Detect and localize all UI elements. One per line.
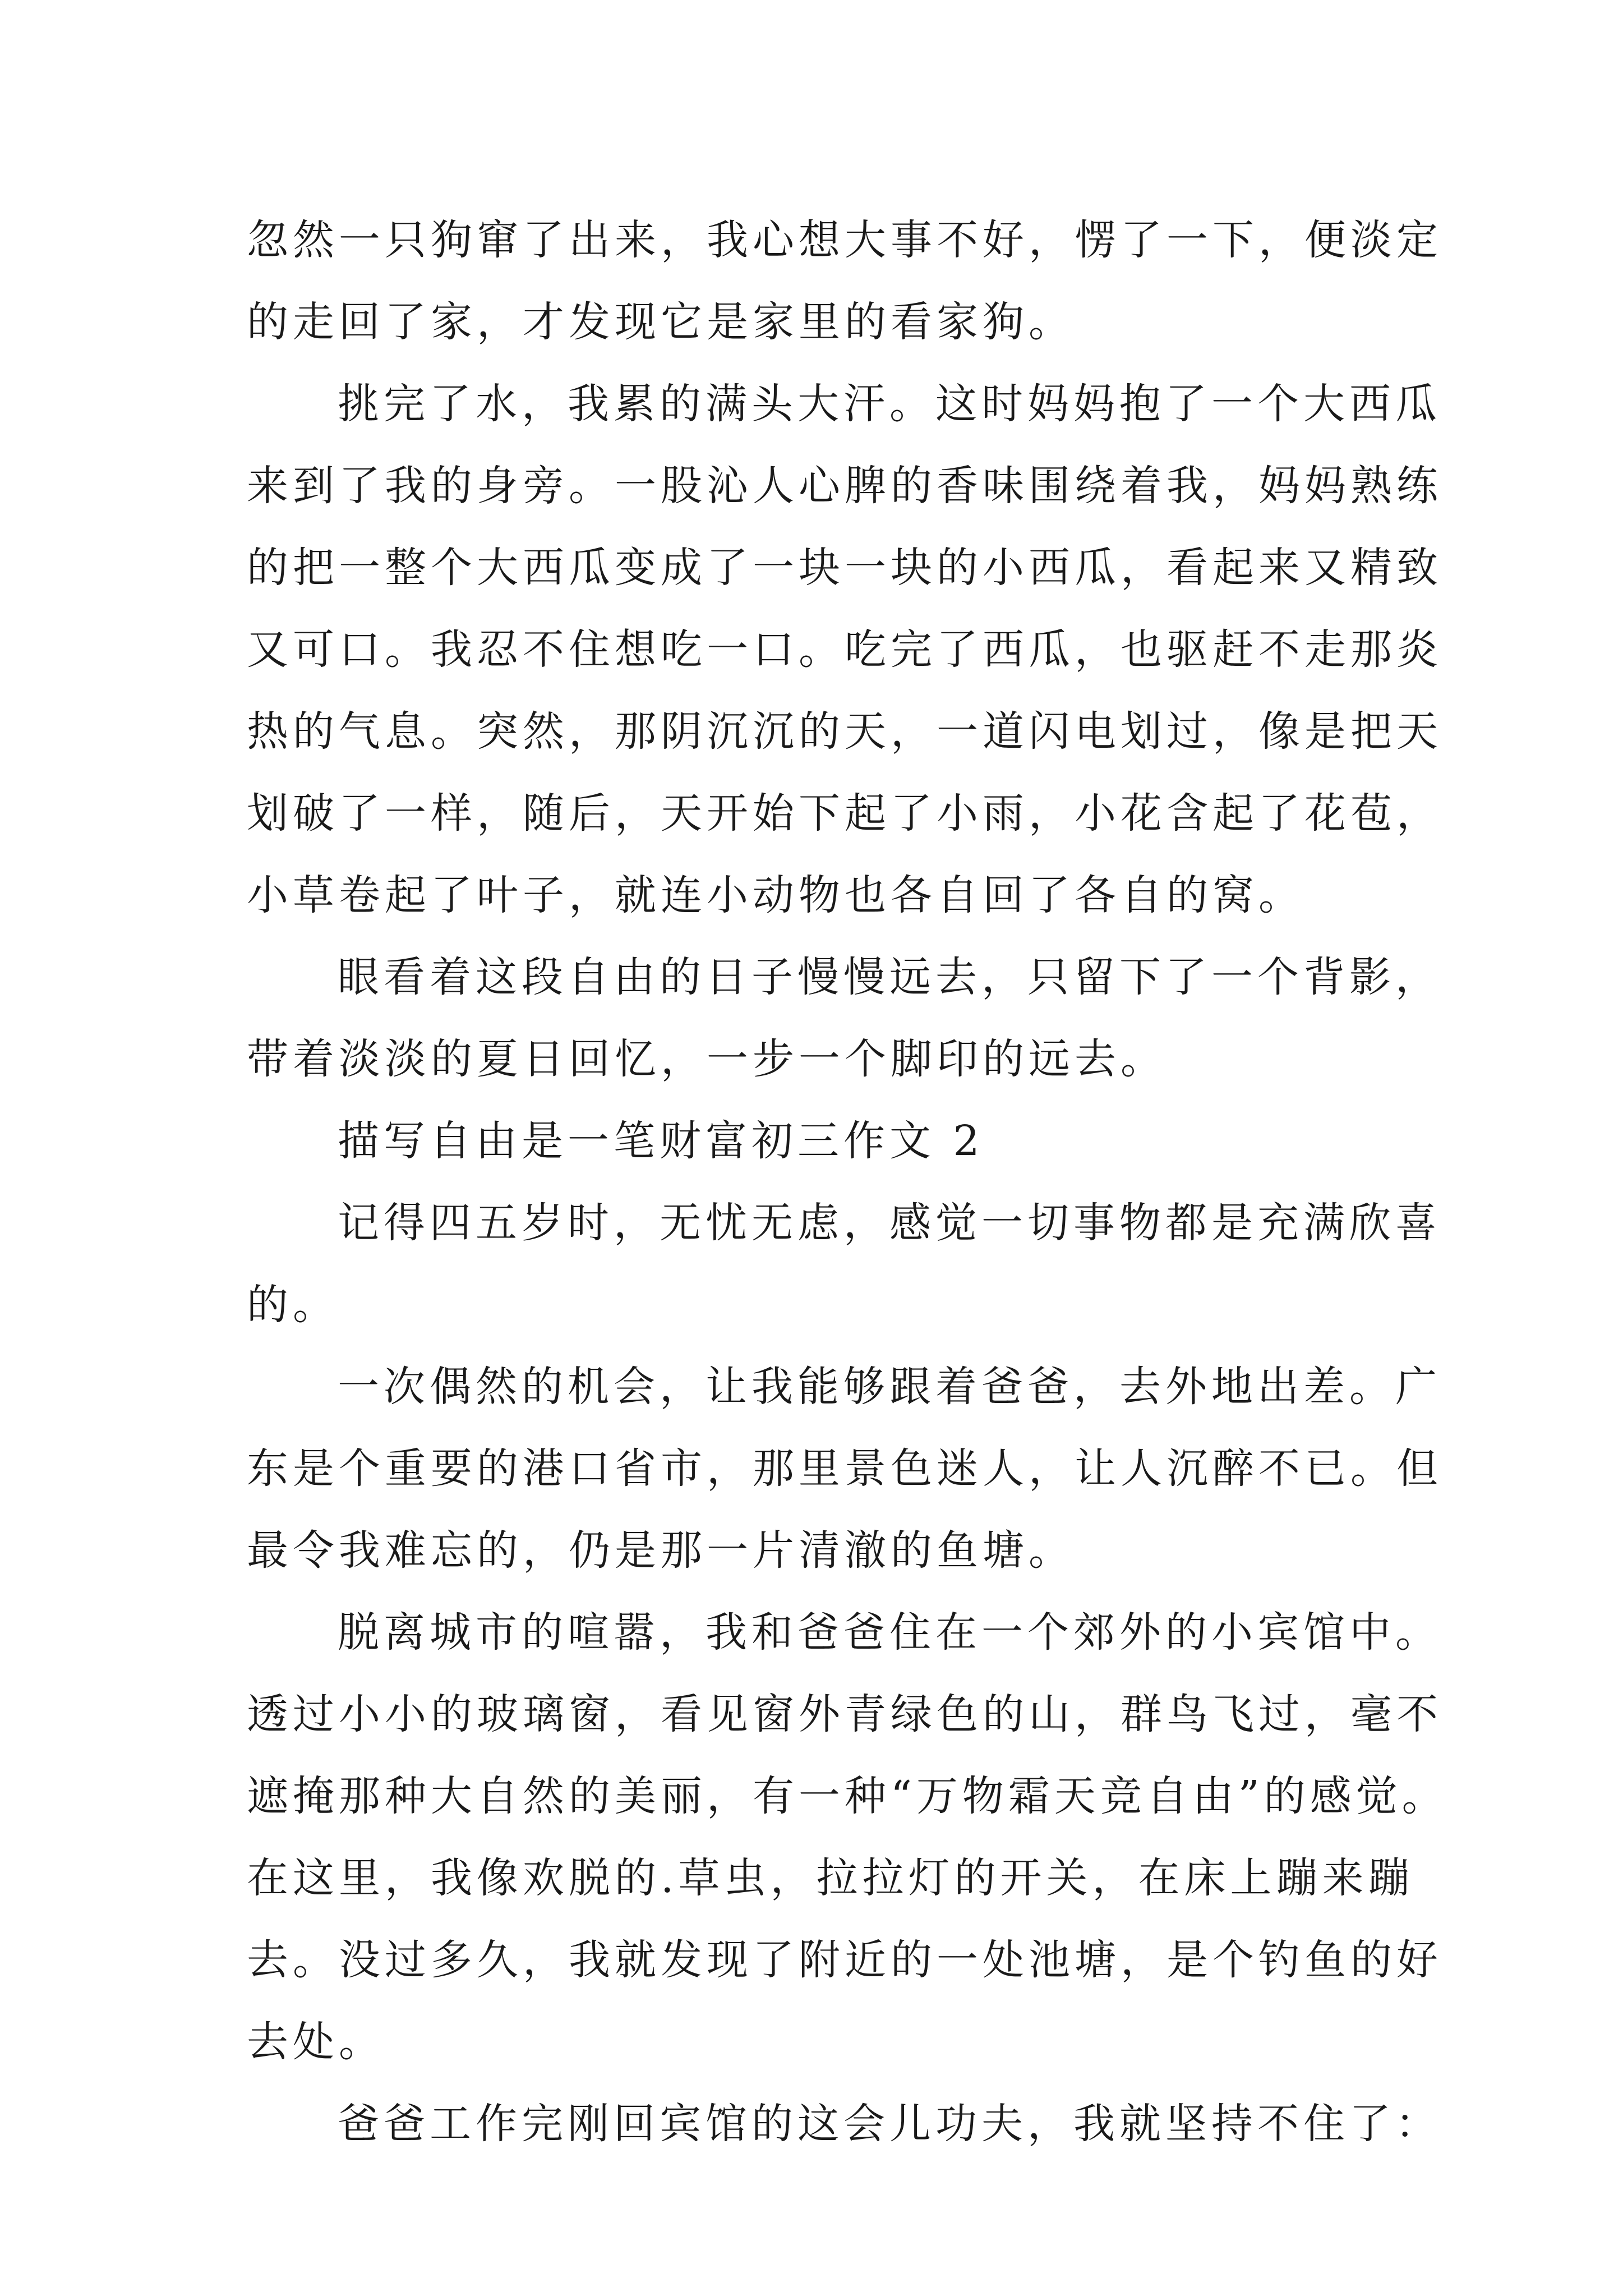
text-line: 划破了一样，随后，天开始下起了小雨，小花含起了花苞， bbox=[247, 789, 1442, 838]
text-line: 眼看着这段自由的日子慢慢远去，只留下了一个背影， bbox=[338, 953, 1441, 1001]
text-line: 忽然一只狗窜了出来，我心想大事不好，愣了一下，便淡定 bbox=[247, 216, 1442, 264]
text-line: 记得四五岁时，无忧无虑，感觉一切事物都是充满欣喜 bbox=[338, 1199, 1441, 1247]
text-line: 的走回了家，才发现它是家里的看家狗。 bbox=[247, 298, 1075, 346]
text-line: 去处。 bbox=[247, 2018, 385, 2066]
text-line: 带着淡淡的夏日回忆，一步一个脚印的远去。 bbox=[247, 1035, 1166, 1083]
text-line: 又可口。我忍不住想吃一口。吃完了西瓜，也驱赶不走那炎 bbox=[247, 625, 1442, 674]
text-line: 透过小小的玻璃窗，看见窗外青绿色的山，群鸟飞过，毫不 bbox=[247, 1690, 1442, 1738]
text-line: 的。 bbox=[247, 1281, 339, 1329]
text-line: 去。没过多久，我就发现了附近的一处池塘，是个钓鱼的好 bbox=[247, 1936, 1442, 1984]
document-body bbox=[247, 199, 1448, 2165]
text-line: 一次偶然的机会，让我能够跟着爸爸，去外地出差。广 bbox=[338, 1363, 1441, 1411]
text-line: 热的气息。突然，那阴沉沉的天，一道闪电划过，像是把天 bbox=[247, 707, 1442, 756]
text-line: 挑完了水，我累的满头大汗。这时妈妈抱了一个大西瓜 bbox=[338, 380, 1441, 428]
text-line: 的把一整个大西瓜变成了一块一块的小西瓜，看起来又精致 bbox=[247, 544, 1442, 592]
text-line: 最令我难忘的，仍是那一片清澈的鱼塘。 bbox=[247, 1526, 1075, 1575]
text-line: 脱离城市的喧嚣，我和爸爸住在一个郊外的小宾馆中。 bbox=[338, 1608, 1441, 1657]
text-line: 遮掩那种大自然的美丽，有一种“万物霜天竞自由”的感觉。 bbox=[247, 1772, 1448, 1820]
text-line: 东是个重要的港口省市，那里景色迷人，让人沉醉不已。但 bbox=[247, 1444, 1442, 1493]
text-line: 爸爸工作完刚回宾馆的这会儿功夫，我就坚持不住了： bbox=[338, 2100, 1441, 2148]
text-line: 在这里，我像欢脱的.草虫，拉拉灯的开关，在床上蹦来蹦 bbox=[247, 1854, 1414, 1902]
section-heading: 描写自由是一笔财富初三作文 2 bbox=[338, 1117, 984, 1165]
text-line: 小草卷起了叶子，就连小动物也各自回了各自的窝。 bbox=[247, 871, 1304, 919]
text-line: 来到了我的身旁。一股沁人心脾的香味围绕着我，妈妈熟练 bbox=[247, 462, 1442, 510]
